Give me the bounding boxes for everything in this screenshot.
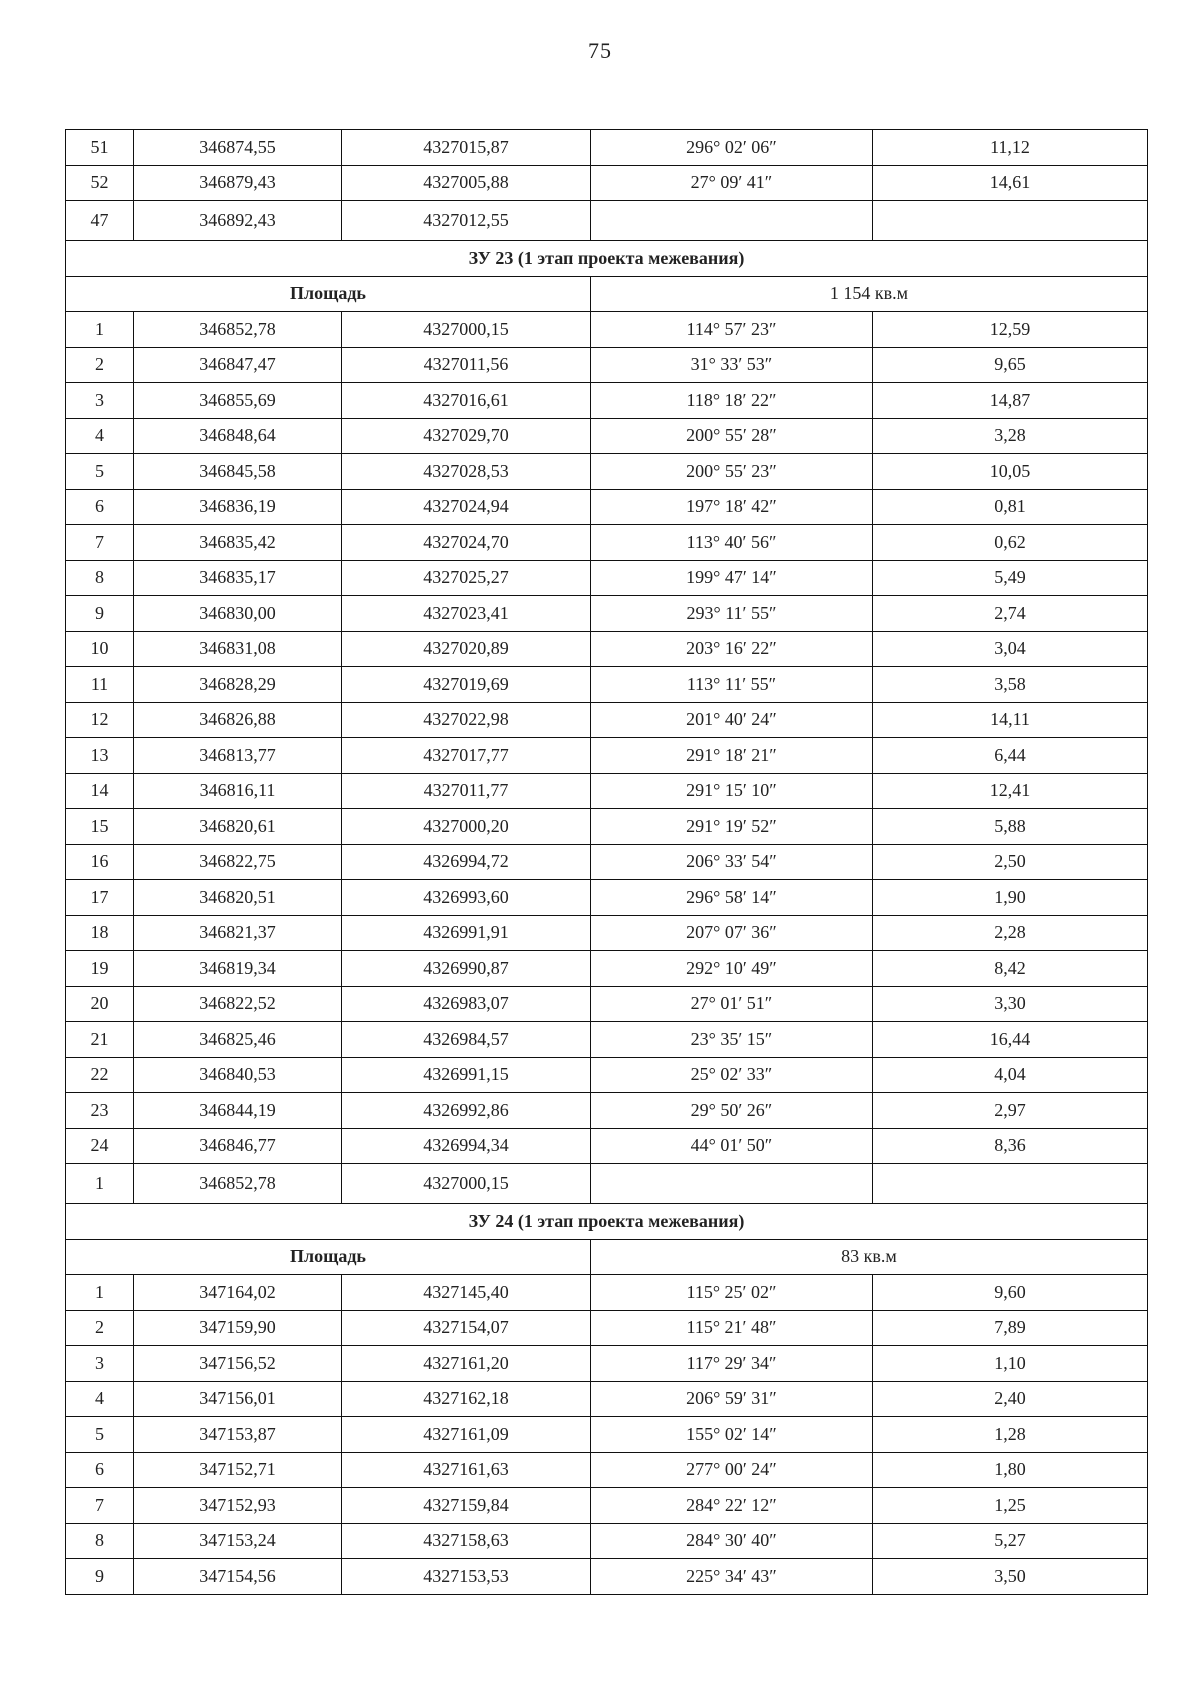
distance-cell: 16,44: [873, 1022, 1148, 1058]
area-row: [66, 276, 1148, 312]
distance-cell: [873, 201, 1148, 241]
distance-cell: 0,62: [873, 525, 1148, 561]
y-coordinate-cell: 4327023,41: [342, 596, 591, 632]
y-coordinate-cell: 4327161,09: [342, 1417, 591, 1453]
distance-cell: 4,04: [873, 1057, 1148, 1093]
point-number-cell: 21: [66, 1022, 134, 1058]
coordinate-row: [66, 560, 1148, 596]
page-number: 75: [588, 38, 612, 63]
direction-angle-cell: 291° 18′ 21″: [591, 738, 873, 774]
area-label: Площадь: [66, 276, 591, 312]
direction-angle-cell: 117° 29′ 34″: [591, 1346, 873, 1382]
distance-cell: 12,41: [873, 773, 1148, 809]
x-coordinate-cell: 346821,37: [134, 915, 342, 951]
coordinate-row: [66, 915, 1148, 951]
x-coordinate-cell: 347152,71: [134, 1452, 342, 1488]
direction-angle-cell: 284° 22′ 12″: [591, 1488, 873, 1524]
x-coordinate-cell: 346836,19: [134, 489, 342, 525]
y-coordinate-cell: 4327020,89: [342, 631, 591, 667]
x-coordinate-cell: 347153,24: [134, 1523, 342, 1559]
direction-angle-cell: [591, 1164, 873, 1204]
point-number-cell: 4: [66, 418, 134, 454]
x-coordinate-cell: 346813,77: [134, 738, 342, 774]
point-number-cell: 6: [66, 489, 134, 525]
y-coordinate-cell: 4327000,15: [342, 312, 591, 348]
point-number-cell: 23: [66, 1093, 134, 1129]
x-coordinate-cell: 346831,08: [134, 631, 342, 667]
y-coordinate-cell: 4326994,34: [342, 1128, 591, 1164]
x-coordinate-cell: 347153,87: [134, 1417, 342, 1453]
coordinate-row: [66, 986, 1148, 1022]
direction-angle-cell: 206° 33′ 54″: [591, 844, 873, 880]
coordinate-row: [66, 1559, 1148, 1595]
distance-cell: 3,50: [873, 1559, 1148, 1595]
coordinate-row: [66, 951, 1148, 987]
x-coordinate-cell: 346846,77: [134, 1128, 342, 1164]
y-coordinate-cell: 4326992,86: [342, 1093, 591, 1129]
x-coordinate-cell: 346845,58: [134, 454, 342, 490]
coordinate-row: [66, 773, 1148, 809]
x-coordinate-cell: 346826,88: [134, 702, 342, 738]
distance-cell: 6,44: [873, 738, 1148, 774]
coordinate-row: [66, 130, 1148, 166]
point-number-cell: 4: [66, 1381, 134, 1417]
direction-angle-cell: 291° 15′ 10″: [591, 773, 873, 809]
x-coordinate-cell: 347154,56: [134, 1559, 342, 1595]
y-coordinate-cell: 4327011,56: [342, 347, 591, 383]
x-coordinate-cell: 346819,34: [134, 951, 342, 987]
y-coordinate-cell: 4327145,40: [342, 1275, 591, 1311]
direction-angle-cell: [591, 201, 873, 241]
distance-cell: 8,36: [873, 1128, 1148, 1164]
coordinate-row: [66, 418, 1148, 454]
x-coordinate-cell: 347159,90: [134, 1310, 342, 1346]
point-number-cell: 6: [66, 1452, 134, 1488]
x-coordinate-cell: 346822,52: [134, 986, 342, 1022]
point-number-cell: 9: [66, 596, 134, 632]
y-coordinate-cell: 4326983,07: [342, 986, 591, 1022]
y-coordinate-cell: 4326993,60: [342, 880, 591, 916]
coordinate-row: [66, 1417, 1148, 1453]
x-coordinate-cell: 346820,61: [134, 809, 342, 845]
coordinate-row: [66, 1022, 1148, 1058]
direction-angle-cell: 199° 47′ 14″: [591, 560, 873, 596]
point-number-cell: 18: [66, 915, 134, 951]
distance-cell: 1,25: [873, 1488, 1148, 1524]
section-title: ЗУ 23 (1 этап проекта межевания): [66, 241, 1148, 277]
direction-angle-cell: 225° 34′ 43″: [591, 1559, 873, 1595]
distance-cell: 1,28: [873, 1417, 1148, 1453]
coordinate-row: [66, 844, 1148, 880]
direction-angle-cell: 292° 10′ 49″: [591, 951, 873, 987]
direction-angle-cell: 296° 02′ 06″: [591, 130, 873, 166]
distance-cell: 0,81: [873, 489, 1148, 525]
point-number-cell: 2: [66, 1310, 134, 1346]
x-coordinate-cell: 346844,19: [134, 1093, 342, 1129]
direction-angle-cell: 27° 01′ 51″: [591, 986, 873, 1022]
coordinate-row: [66, 809, 1148, 845]
y-coordinate-cell: 4327019,69: [342, 667, 591, 703]
y-coordinate-cell: 4327012,55: [342, 201, 591, 241]
y-coordinate-cell: 4326991,91: [342, 915, 591, 951]
coordinate-row: [66, 201, 1148, 241]
point-number-cell: 16: [66, 844, 134, 880]
x-coordinate-cell: 346822,75: [134, 844, 342, 880]
direction-angle-cell: 31° 33′ 53″: [591, 347, 873, 383]
distance-cell: 12,59: [873, 312, 1148, 348]
y-coordinate-cell: 4326990,87: [342, 951, 591, 987]
distance-cell: 14,61: [873, 165, 1148, 201]
area-label: Площадь: [66, 1239, 591, 1275]
coordinate-row: [66, 1128, 1148, 1164]
point-number-cell: 8: [66, 1523, 134, 1559]
distance-cell: 1,80: [873, 1452, 1148, 1488]
distance-cell: 2,50: [873, 844, 1148, 880]
direction-angle-cell: 197° 18′ 42″: [591, 489, 873, 525]
coordinate-row: [66, 1346, 1148, 1382]
point-number-cell: 20: [66, 986, 134, 1022]
direction-angle-cell: 23° 35′ 15″: [591, 1022, 873, 1058]
y-coordinate-cell: 4327011,77: [342, 773, 591, 809]
coordinate-row: [66, 631, 1148, 667]
y-coordinate-cell: 4327015,87: [342, 130, 591, 166]
direction-angle-cell: 207° 07′ 36″: [591, 915, 873, 951]
coordinate-row: [66, 312, 1148, 348]
direction-angle-cell: 118° 18′ 22″: [591, 383, 873, 419]
x-coordinate-cell: 346840,53: [134, 1057, 342, 1093]
point-number-cell: 47: [66, 201, 134, 241]
section-header-row: [66, 1204, 1148, 1240]
direction-angle-cell: 200° 55′ 23″: [591, 454, 873, 490]
direction-angle-cell: 29° 50′ 26″: [591, 1093, 873, 1129]
y-coordinate-cell: 4326984,57: [342, 1022, 591, 1058]
point-number-cell: 14: [66, 773, 134, 809]
y-coordinate-cell: 4327159,84: [342, 1488, 591, 1524]
x-coordinate-cell: 346852,78: [134, 312, 342, 348]
distance-cell: 3,30: [873, 986, 1148, 1022]
y-coordinate-cell: 4327022,98: [342, 702, 591, 738]
coordinate-row: [66, 1452, 1148, 1488]
direction-angle-cell: 203° 16′ 22″: [591, 631, 873, 667]
coordinate-row: [66, 383, 1148, 419]
point-number-cell: 51: [66, 130, 134, 166]
direction-angle-cell: 113° 11′ 55″: [591, 667, 873, 703]
direction-angle-cell: 27° 09′ 41″: [591, 165, 873, 201]
coordinates-table: [65, 129, 1148, 1595]
coordinate-row: [66, 1381, 1148, 1417]
coordinate-row: [66, 1488, 1148, 1524]
point-number-cell: 19: [66, 951, 134, 987]
direction-angle-cell: 25° 02′ 33″: [591, 1057, 873, 1093]
coordinate-row: [66, 880, 1148, 916]
point-number-cell: 11: [66, 667, 134, 703]
y-coordinate-cell: 4327153,53: [342, 1559, 591, 1595]
direction-angle-cell: 115° 21′ 48″: [591, 1310, 873, 1346]
coordinate-row: [66, 702, 1148, 738]
distance-cell: 2,40: [873, 1381, 1148, 1417]
point-number-cell: 1: [66, 1164, 134, 1204]
coordinate-row: [66, 1310, 1148, 1346]
x-coordinate-cell: 346852,78: [134, 1164, 342, 1204]
x-coordinate-cell: 346835,17: [134, 560, 342, 596]
y-coordinate-cell: 4327154,07: [342, 1310, 591, 1346]
point-number-cell: 52: [66, 165, 134, 201]
point-number-cell: 1: [66, 312, 134, 348]
distance-cell: 9,65: [873, 347, 1148, 383]
direction-angle-cell: 296° 58′ 14″: [591, 880, 873, 916]
distance-cell: 5,49: [873, 560, 1148, 596]
direction-angle-cell: 293° 11′ 55″: [591, 596, 873, 632]
y-coordinate-cell: 4327162,18: [342, 1381, 591, 1417]
point-number-cell: 7: [66, 1488, 134, 1524]
direction-angle-cell: 291° 19′ 52″: [591, 809, 873, 845]
direction-angle-cell: 284° 30′ 40″: [591, 1523, 873, 1559]
x-coordinate-cell: 346879,43: [134, 165, 342, 201]
point-number-cell: 15: [66, 809, 134, 845]
distance-cell: [873, 1164, 1148, 1204]
point-number-cell: 8: [66, 560, 134, 596]
area-value: 83 кв.м: [591, 1239, 1148, 1275]
direction-angle-cell: 155° 02′ 14″: [591, 1417, 873, 1453]
x-coordinate-cell: 346848,64: [134, 418, 342, 454]
point-number-cell: 10: [66, 631, 134, 667]
distance-cell: 3,58: [873, 667, 1148, 703]
x-coordinate-cell: 346855,69: [134, 383, 342, 419]
point-number-cell: 17: [66, 880, 134, 916]
x-coordinate-cell: 346830,00: [134, 596, 342, 632]
y-coordinate-cell: 4327025,27: [342, 560, 591, 596]
x-coordinate-cell: 346820,51: [134, 880, 342, 916]
point-number-cell: 1: [66, 1275, 134, 1311]
distance-cell: 9,60: [873, 1275, 1148, 1311]
y-coordinate-cell: 4327161,20: [342, 1346, 591, 1382]
point-number-cell: 5: [66, 454, 134, 490]
x-coordinate-cell: 346828,29: [134, 667, 342, 703]
y-coordinate-cell: 4327029,70: [342, 418, 591, 454]
distance-cell: 3,28: [873, 418, 1148, 454]
y-coordinate-cell: 4327016,61: [342, 383, 591, 419]
y-coordinate-cell: 4326994,72: [342, 844, 591, 880]
coordinate-row: [66, 667, 1148, 703]
y-coordinate-cell: 4327000,20: [342, 809, 591, 845]
point-number-cell: 24: [66, 1128, 134, 1164]
x-coordinate-cell: 346874,55: [134, 130, 342, 166]
x-coordinate-cell: 346847,47: [134, 347, 342, 383]
distance-cell: 1,90: [873, 880, 1148, 916]
distance-cell: 10,05: [873, 454, 1148, 490]
coordinate-row: [66, 347, 1148, 383]
distance-cell: 5,88: [873, 809, 1148, 845]
x-coordinate-cell: 347156,52: [134, 1346, 342, 1382]
y-coordinate-cell: 4327000,15: [342, 1164, 591, 1204]
coordinate-row: [66, 596, 1148, 632]
y-coordinate-cell: 4326991,15: [342, 1057, 591, 1093]
y-coordinate-cell: 4327024,70: [342, 525, 591, 561]
distance-cell: 11,12: [873, 130, 1148, 166]
coordinate-row: [66, 1275, 1148, 1311]
distance-cell: 8,42: [873, 951, 1148, 987]
y-coordinate-cell: 4327028,53: [342, 454, 591, 490]
distance-cell: 14,87: [873, 383, 1148, 419]
x-coordinate-cell: 346892,43: [134, 201, 342, 241]
coordinate-row: [66, 525, 1148, 561]
area-row: [66, 1239, 1148, 1275]
direction-angle-cell: 206° 59′ 31″: [591, 1381, 873, 1417]
direction-angle-cell: 200° 55′ 28″: [591, 418, 873, 454]
y-coordinate-cell: 4327161,63: [342, 1452, 591, 1488]
point-number-cell: 9: [66, 1559, 134, 1595]
coordinate-row: [66, 1523, 1148, 1559]
coordinate-row: [66, 1164, 1148, 1204]
point-number-cell: 12: [66, 702, 134, 738]
distance-cell: 3,04: [873, 631, 1148, 667]
distance-cell: 7,89: [873, 1310, 1148, 1346]
x-coordinate-cell: 346816,11: [134, 773, 342, 809]
section-title: ЗУ 24 (1 этап проекта межевания): [66, 1204, 1148, 1240]
coordinate-row: [66, 454, 1148, 490]
point-number-cell: 5: [66, 1417, 134, 1453]
point-number-cell: 7: [66, 525, 134, 561]
direction-angle-cell: 115° 25′ 02″: [591, 1275, 873, 1311]
x-coordinate-cell: 346835,42: [134, 525, 342, 561]
distance-cell: 5,27: [873, 1523, 1148, 1559]
point-number-cell: 2: [66, 347, 134, 383]
point-number-cell: 13: [66, 738, 134, 774]
distance-cell: 2,97: [873, 1093, 1148, 1129]
coordinate-row: [66, 489, 1148, 525]
distance-cell: 1,10: [873, 1346, 1148, 1382]
y-coordinate-cell: 4327024,94: [342, 489, 591, 525]
direction-angle-cell: 277° 00′ 24″: [591, 1452, 873, 1488]
y-coordinate-cell: 4327017,77: [342, 738, 591, 774]
coordinate-row: [66, 1093, 1148, 1129]
area-value: 1 154 кв.м: [591, 276, 1148, 312]
distance-cell: 2,28: [873, 915, 1148, 951]
x-coordinate-cell: 347152,93: [134, 1488, 342, 1524]
x-coordinate-cell: 347156,01: [134, 1381, 342, 1417]
distance-cell: 2,74: [873, 596, 1148, 632]
distance-cell: 14,11: [873, 702, 1148, 738]
y-coordinate-cell: 4327158,63: [342, 1523, 591, 1559]
section-header-row: [66, 241, 1148, 277]
coordinate-row: [66, 1057, 1148, 1093]
direction-angle-cell: 113° 40′ 56″: [591, 525, 873, 561]
point-number-cell: 3: [66, 1346, 134, 1382]
x-coordinate-cell: 347164,02: [134, 1275, 342, 1311]
x-coordinate-cell: 346825,46: [134, 1022, 342, 1058]
coordinate-row: [66, 165, 1148, 201]
coordinate-row: [66, 738, 1148, 774]
point-number-cell: 22: [66, 1057, 134, 1093]
y-coordinate-cell: 4327005,88: [342, 165, 591, 201]
direction-angle-cell: 114° 57′ 23″: [591, 312, 873, 348]
direction-angle-cell: 44° 01′ 50″: [591, 1128, 873, 1164]
point-number-cell: 3: [66, 383, 134, 419]
direction-angle-cell: 201° 40′ 24″: [591, 702, 873, 738]
